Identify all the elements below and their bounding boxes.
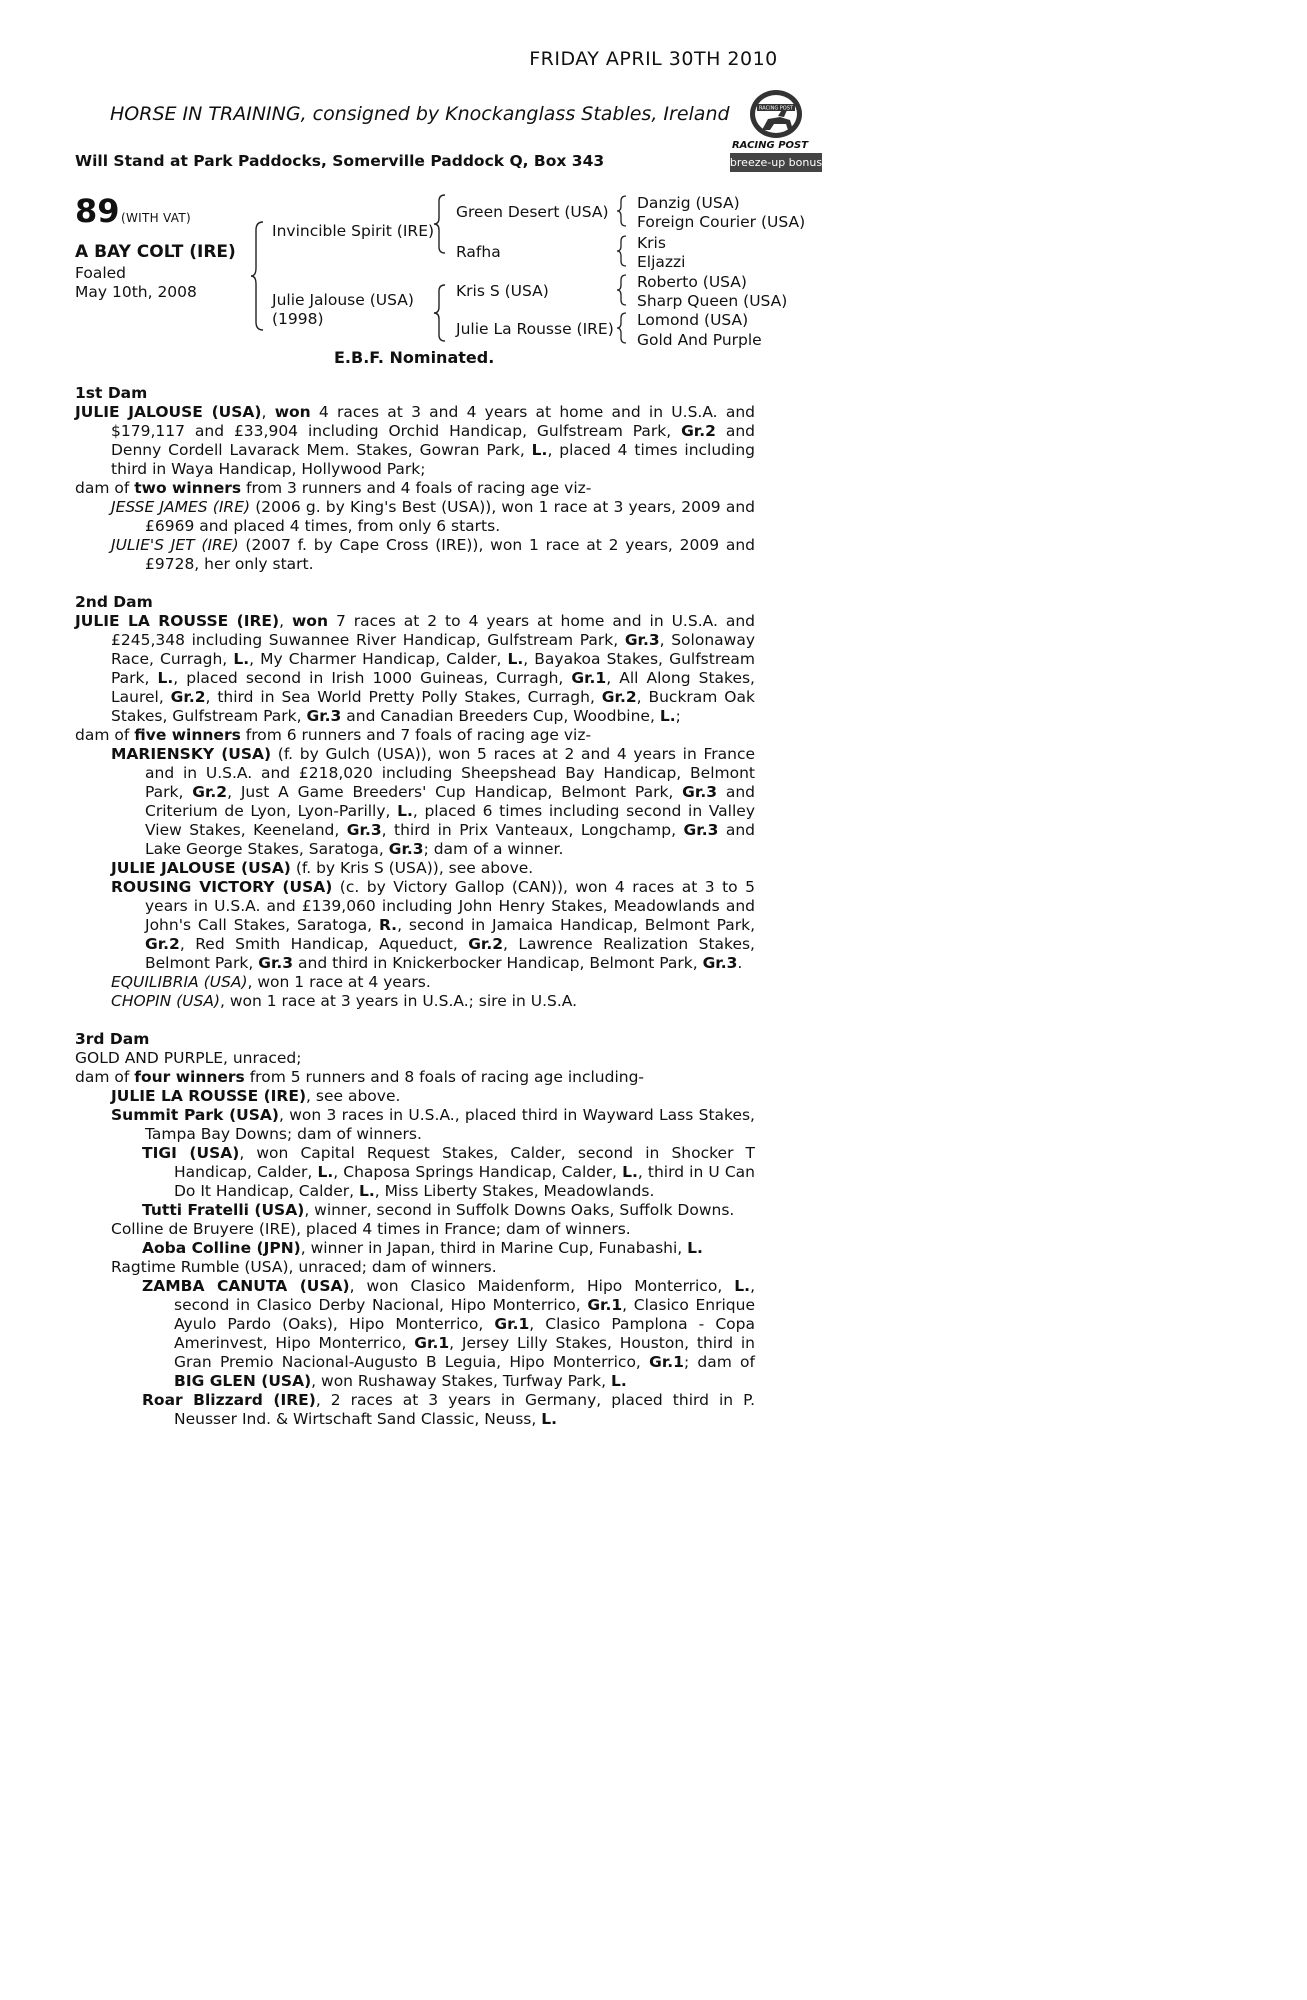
pedigree-g3: Kris — [637, 234, 666, 252]
text-run: 4 races at 3 and 4 years at home and in U.S.A. and $179,117 and £33,904 including Orchid Handicap, Gulfstream Park, — [111, 403, 755, 440]
stand-location: Will Stand at Park Paddocks, Somerville Paddock Q, Box 343 — [75, 152, 605, 170]
grand-produce-entry — [75, 1201, 755, 1220]
text-run: . — [737, 954, 743, 972]
text-run: , placed 6 times including second in Valley View Stakes, Keeneland, — [145, 802, 755, 839]
pedigree-sire-sire: Green Desert (USA) — [456, 203, 609, 221]
text-run: , Lawrence Realization Stakes, Belmont Park, — [145, 935, 755, 972]
pedigree-brace-g3 — [616, 273, 628, 307]
pedigree-brace-g2 — [616, 234, 628, 268]
text-run: , placed second in Irish 1000 Guineas, Curragh, — [173, 669, 572, 687]
bold-text: Gr.2 — [192, 783, 228, 801]
grand-produce-entry — [75, 1239, 755, 1258]
bold-text: Gr.2 — [170, 688, 206, 706]
bold-text: Gr.1 — [494, 1315, 530, 1333]
text-run: , Chaposa Springs Handicap, Calder, — [333, 1163, 623, 1181]
text-run: (c. by Victory Gallop (CAN)), won 4 races at 3 to 5 years in U.S.A. and £139,060 including John Henry Stakes, Meadowlands and John's Call Stakes, Saratoga, — [145, 878, 755, 934]
bold-text: Tutti Fratelli (USA) — [142, 1201, 305, 1219]
produce-entry — [75, 1220, 755, 1239]
first-dam-record — [75, 403, 755, 479]
text-run: , see above. — [306, 1087, 401, 1105]
pedigree-g7: Lomond (USA) — [637, 311, 749, 329]
second-dam-heading: 2nd Dam — [75, 593, 153, 611]
foaled-label: Foaled — [75, 264, 127, 282]
foaled-date: May 10th, 2008 — [75, 283, 197, 301]
bold-text: Gr.3 — [682, 783, 718, 801]
bold-text: four winners — [134, 1068, 245, 1086]
text-run: and Criterium de Lyon, Lyon-Parilly, — [145, 783, 755, 820]
bold-text: JULIE JALOUSE (USA) — [111, 859, 291, 877]
text-run: (f. by Gulch (USA)), won 5 races at 2 and 4 years in France and in U.S.A. and £218,020 including Sheepshead Bay Handicap, Belmont Park, — [145, 745, 756, 801]
bold-text: Summit Park (USA) — [111, 1106, 280, 1124]
text-run: dam of — [75, 479, 135, 497]
bold-text: won — [291, 612, 328, 630]
text-run: , won 3 races in U.S.A., placed third in Wayward Lass Stakes, Tampa Bay Downs; dam of winners. — [145, 1106, 755, 1143]
bold-text: L. — [610, 1372, 627, 1390]
bold-text: ROUSING VICTORY (USA) — [111, 878, 333, 896]
pedigree-sire: Invincible Spirit (IRE) — [272, 222, 435, 240]
text-run: from 6 runners and 7 foals of racing age viz- — [240, 726, 592, 744]
second-dam-produce-summary — [75, 726, 755, 745]
text-run: (2007 f. by Cape Cross (IRE)), won 1 race at 2 years, 2009 and £9728, her only start. — [145, 536, 755, 573]
pedigree-brace-g4 — [616, 311, 628, 345]
text-run: , placed 4 times including third in Waya Handicap, Hollywood Park; — [111, 441, 755, 478]
bold-text: L. — [359, 1182, 375, 1200]
text-run: , Clasico Pamplona - Copa Amerinvest, Hipo Monterrico, — [174, 1315, 755, 1352]
pedigree-sire-dam: Rafha — [456, 243, 501, 261]
pedigree-brace-g1 — [616, 194, 628, 228]
bold-text: L. — [622, 1163, 638, 1181]
bold-text: ZAMBA CANUTA (USA) — [142, 1277, 350, 1295]
bold-text: Roar Blizzard (IRE) — [142, 1391, 316, 1409]
text-run: , Just A Game Breeders' Cup Handicap, Belmont Park, — [227, 783, 683, 801]
produce-entry — [75, 973, 755, 992]
third-dam-record — [75, 1049, 755, 1068]
bold-text: Gr.3 — [702, 954, 738, 972]
italic-text: JULIE'S JET (IRE) — [111, 536, 239, 554]
bold-text: Gr.3 — [683, 821, 719, 839]
text-run: ; — [675, 707, 681, 725]
bold-text: BIG GLEN (USA) — [174, 1372, 312, 1390]
bold-text: L. — [531, 441, 548, 459]
bold-text: R. — [378, 916, 398, 934]
bold-text: L. — [659, 707, 676, 725]
text-run: , 2 races at 3 years in Germany, placed third in P. Neusser Ind. & Wirtschaft Sand Classic, Neuss, — [174, 1391, 755, 1428]
text-run: ; dam of a winner. — [423, 840, 564, 858]
text-run: , All Along Stakes, Laurel, — [111, 669, 755, 706]
bold-text: L. — [734, 1277, 751, 1295]
logo-brand-text: RACING POST — [731, 140, 809, 151]
text-run: 7 races at 2 to 4 years at home and in U.S.A. and £245,348 including Suwannee River Handicap, Gulfstream Park, — [111, 612, 755, 649]
text-run: , won 1 race at 4 years. — [247, 973, 431, 991]
vat-note: (WITH VAT) — [121, 211, 191, 225]
italic-text: CHOPIN (USA) — [111, 992, 220, 1010]
text-run: , Clasico Enrique Ayulo Pardo (Oaks), Hipo Monterrico, — [174, 1296, 755, 1333]
bold-text: L. — [317, 1163, 334, 1181]
pedigree-g1: Danzig (USA) — [637, 194, 740, 212]
text-run: , Miss Liberty Stakes, Meadowlands. — [374, 1182, 655, 1200]
bold-text: Gr.2 — [601, 688, 637, 706]
text-run: Colline de Bruyere (IRE), placed 4 times in France; dam of winners. — [111, 1220, 631, 1238]
text-run: , Buckram Oak Stakes, Gulfstream Park, — [111, 688, 755, 725]
consignment-line: HORSE IN TRAINING, consigned by Knockanglass Stables, Ireland — [110, 103, 730, 125]
text-run: from 5 runners and 8 foals of racing age including- — [244, 1068, 645, 1086]
text-run: , — [261, 403, 275, 421]
lot-number: 89 — [75, 192, 120, 230]
pedigree-dam-sire: Kris S (USA) — [456, 282, 549, 300]
text-run: and Denny Cordell Lavarack Mem. Stakes, Gowran Park, — [111, 422, 755, 459]
text-run: , — [279, 612, 292, 630]
grand-produce-entry — [75, 1391, 755, 1429]
text-run: dam of — [75, 726, 135, 744]
bold-text: Gr.2 — [145, 935, 180, 953]
first-dam-heading: 1st Dam — [75, 384, 148, 402]
ebf-nomination: E.B.F. Nominated. — [334, 348, 495, 367]
text-run: , won 1 race at 3 years in U.S.A.; sire in U.S.A. — [220, 992, 578, 1010]
text-run: and third in Knickerbocker Handicap, Belmont Park, — [293, 954, 703, 972]
text-run: , won Clasico Maidenform, Hipo Monterrico, — [349, 1277, 735, 1295]
pedigree-brace-sire — [433, 193, 447, 255]
pedigree-dam-dam: Julie La Rousse (IRE) — [456, 320, 614, 338]
text-run: , second in Jamaica Handicap, Belmont Park, — [397, 916, 756, 934]
bold-text: JULIE LA ROUSSE (IRE) — [75, 612, 280, 630]
bold-text: JULIE LA ROUSSE (IRE) — [111, 1087, 307, 1105]
pedigree-g4: Eljazzi — [637, 253, 686, 271]
bold-text: Gr.1 — [587, 1296, 623, 1314]
text-run: , third in U Can Do It Handicap, Calder, — [174, 1163, 755, 1200]
pedigree-g5: Roberto (USA) — [637, 273, 747, 291]
pedigree-g6: Sharp Queen (USA) — [637, 292, 788, 310]
logo-bottom-text: breeze-up bonus — [730, 156, 822, 169]
produce-entry — [75, 536, 755, 574]
produce-entry — [75, 1258, 755, 1277]
bold-text: Gr.2 — [681, 422, 716, 440]
pedigree-g8: Gold And Purple — [637, 331, 762, 349]
text-run: , second in Clasico Derby Nacional, Hipo Monterrico, — [174, 1277, 755, 1314]
bold-text: Gr.3 — [346, 821, 382, 839]
grand-produce-entry — [75, 1144, 755, 1201]
text-run: , third in Prix Vanteaux, Longchamp, — [381, 821, 684, 839]
grand-produce-entry — [75, 1277, 755, 1391]
text-run: GOLD AND PURPLE, unraced; — [75, 1049, 302, 1067]
text-run: from 3 runners and 4 foals of racing age viz- — [241, 479, 592, 497]
text-run: , third in Sea World Pretty Polly Stakes, Curragh, — [205, 688, 602, 706]
produce-entry — [75, 859, 755, 878]
pedigree-g2: Foreign Courier (USA) — [637, 213, 806, 231]
catalogue-body — [75, 384, 755, 1429]
bold-text: five winners — [134, 726, 241, 744]
bold-text: Gr.2 — [468, 935, 504, 953]
text-run: , My Charmer Handicap, Calder, — [249, 650, 508, 668]
text-run: , Solonaway Race, Curragh, — [111, 631, 755, 668]
bold-text: L. — [687, 1239, 703, 1257]
lot-description: A BAY COLT (IRE) — [75, 242, 236, 262]
bold-text: MARIENSKY (USA) — [111, 745, 272, 763]
pedigree-dam-year: (1998) — [272, 310, 324, 328]
bold-text: L. — [157, 669, 174, 687]
logo-top-text: RACING POST — [759, 105, 793, 112]
text-run: , Jersey Lilly Stakes, Houston, third in Gran Premio Nacional-Augusto B Leguia, Hipo Monterrico, — [174, 1334, 755, 1371]
text-run: , won Capital Request Stakes, Calder, second in Shocker T Handicap, Calder, — [174, 1144, 756, 1181]
text-run: Ragtime Rumble (USA), unraced; dam of winners. — [111, 1258, 497, 1276]
produce-entry — [75, 745, 755, 859]
pedigree-brace-main — [250, 220, 266, 332]
text-run: , Bayakoa Stakes, Gulfstream Park, — [111, 650, 755, 687]
text-run: , winner, second in Suffolk Downs Oaks, Suffolk Downs. — [304, 1201, 735, 1219]
third-dam-heading: 3rd Dam — [75, 1030, 150, 1048]
bold-text: Gr.3 — [388, 840, 424, 858]
text-run: (2006 g. by King's Best (USA)), won 1 race at 3 years, 2009 and £6969 and placed 4 times, from only 6 starts. — [145, 498, 755, 535]
produce-entry — [75, 1087, 755, 1106]
bold-text: Gr.1 — [571, 669, 607, 687]
text-run: , winner in Japan, third in Marine Cup, Funabashi, — [300, 1239, 688, 1257]
bold-text: JULIE JALOUSE (USA) — [75, 403, 262, 421]
produce-entry — [75, 1106, 755, 1144]
bold-text: L. — [233, 650, 250, 668]
first-dam-produce-summary — [75, 479, 755, 498]
bold-text: Gr.3 — [258, 954, 294, 972]
produce-entry — [75, 498, 755, 536]
racing-post-breeze-up-logo — [730, 86, 822, 172]
produce-entry — [75, 878, 755, 973]
bold-text: L. — [541, 1410, 558, 1428]
pedigree-brace-dam — [433, 283, 447, 343]
pedigree-dam: Julie Jalouse (USA) — [272, 291, 414, 309]
second-dam-record — [75, 612, 755, 726]
text-run: and Canadian Breeders Cup, Woodbine, — [341, 707, 660, 725]
text-run: , won Rushaway Stakes, Turfway Park, — [311, 1372, 611, 1390]
text-run: dam of — [75, 1068, 135, 1086]
bold-text: Gr.3 — [624, 631, 660, 649]
text-run: (f. by Kris S (USA)), see above. — [290, 859, 534, 877]
sale-date: FRIDAY APRIL 30TH 2010 — [529, 48, 778, 70]
text-run: ; dam of — [683, 1353, 756, 1371]
horse-logo-icon — [730, 86, 822, 172]
bold-text: Gr.3 — [306, 707, 342, 725]
bold-text: won — [274, 403, 311, 421]
text-run: and Lake George Stakes, Saratoga, — [145, 821, 756, 858]
produce-entry — [75, 992, 755, 1011]
bold-text: L. — [397, 802, 413, 820]
bold-text: two winners — [134, 479, 242, 497]
italic-text: JESSE JAMES (IRE) — [111, 498, 251, 516]
bold-text: L. — [507, 650, 524, 668]
third-dam-produce-summary — [75, 1068, 755, 1087]
bold-text: TIGI (USA) — [142, 1144, 240, 1162]
bold-text: Gr.1 — [414, 1334, 450, 1352]
italic-text: EQUILIBRIA (USA) — [111, 973, 248, 991]
foaled-info — [75, 264, 197, 302]
text-run: , Red Smith Handicap, Aqueduct, — [179, 935, 469, 953]
bold-text: Gr.1 — [649, 1353, 684, 1371]
bold-text: Aoba Colline (JPN) — [142, 1239, 301, 1257]
